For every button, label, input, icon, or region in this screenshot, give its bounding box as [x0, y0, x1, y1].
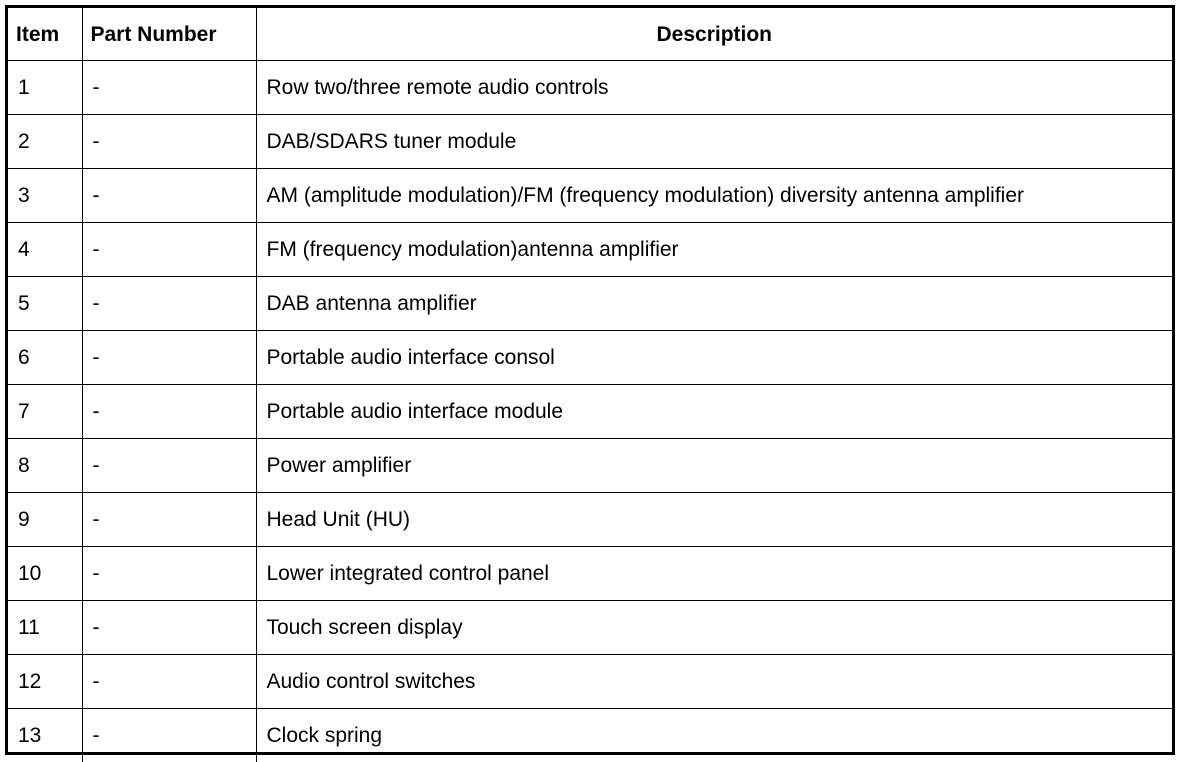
cell-part-number: -	[82, 709, 256, 762]
cell-description: DAB antenna amplifier	[256, 277, 1172, 331]
cell-part-number: -	[82, 547, 256, 601]
table-row	[8, 493, 1172, 547]
cell-part-number: -	[82, 493, 256, 547]
table-row	[8, 385, 1172, 439]
cell-description: Clock spring	[256, 709, 1172, 762]
cell-part-number: -	[82, 439, 256, 493]
cell-item: 6	[8, 331, 82, 385]
cell-item: 1	[8, 61, 82, 115]
cell-item: 9	[8, 493, 82, 547]
table-row	[8, 115, 1172, 169]
cell-description: DAB/SDARS tuner module	[256, 115, 1172, 169]
cell-part-number: -	[82, 277, 256, 331]
cell-part-number: -	[82, 655, 256, 709]
cell-item: 4	[8, 223, 82, 277]
cell-description: Row two/three remote audio controls	[256, 61, 1172, 115]
cell-item: 12	[8, 655, 82, 709]
header-part-number: Part Number	[82, 8, 256, 61]
cell-item: 8	[8, 439, 82, 493]
cell-part-number: -	[82, 115, 256, 169]
table-row	[8, 169, 1172, 223]
cell-description: Audio control switches	[256, 655, 1172, 709]
cell-part-number: -	[82, 601, 256, 655]
cell-item: 3	[8, 169, 82, 223]
table-row	[8, 601, 1172, 655]
cell-description: Power amplifier	[256, 439, 1172, 493]
header-row	[8, 8, 1172, 61]
header-item: Item	[8, 8, 82, 61]
cell-item: 2	[8, 115, 82, 169]
cell-description: Head Unit (HU)	[256, 493, 1172, 547]
table-row	[8, 61, 1172, 115]
table-body	[8, 61, 1172, 762]
cell-item: 11	[8, 601, 82, 655]
cell-item: 5	[8, 277, 82, 331]
cell-part-number: -	[82, 331, 256, 385]
cell-description: FM (frequency modulation)antenna amplifier	[256, 223, 1172, 277]
cell-description: Lower integrated control panel	[256, 547, 1172, 601]
table-row	[8, 331, 1172, 385]
cell-description: Portable audio interface consol	[256, 331, 1172, 385]
parts-table	[8, 8, 1172, 762]
parts-table-container	[5, 5, 1175, 755]
table-row	[8, 439, 1172, 493]
cell-description: Portable audio interface module	[256, 385, 1172, 439]
cell-part-number: -	[82, 385, 256, 439]
table-row	[8, 277, 1172, 331]
cell-item: 10	[8, 547, 82, 601]
cell-item: 7	[8, 385, 82, 439]
table-row	[8, 547, 1172, 601]
table-row	[8, 223, 1172, 277]
table-row	[8, 655, 1172, 709]
cell-description: AM (amplitude modulation)/FM (frequency modulation) diversity antenna amplifier	[256, 169, 1172, 223]
cell-part-number: -	[82, 223, 256, 277]
cell-part-number: -	[82, 61, 256, 115]
cell-part-number: -	[82, 169, 256, 223]
table-row	[8, 709, 1172, 762]
header-description: Description	[256, 8, 1172, 61]
cell-description: Touch screen display	[256, 601, 1172, 655]
cell-item: 13	[8, 709, 82, 762]
table-header	[8, 8, 1172, 61]
